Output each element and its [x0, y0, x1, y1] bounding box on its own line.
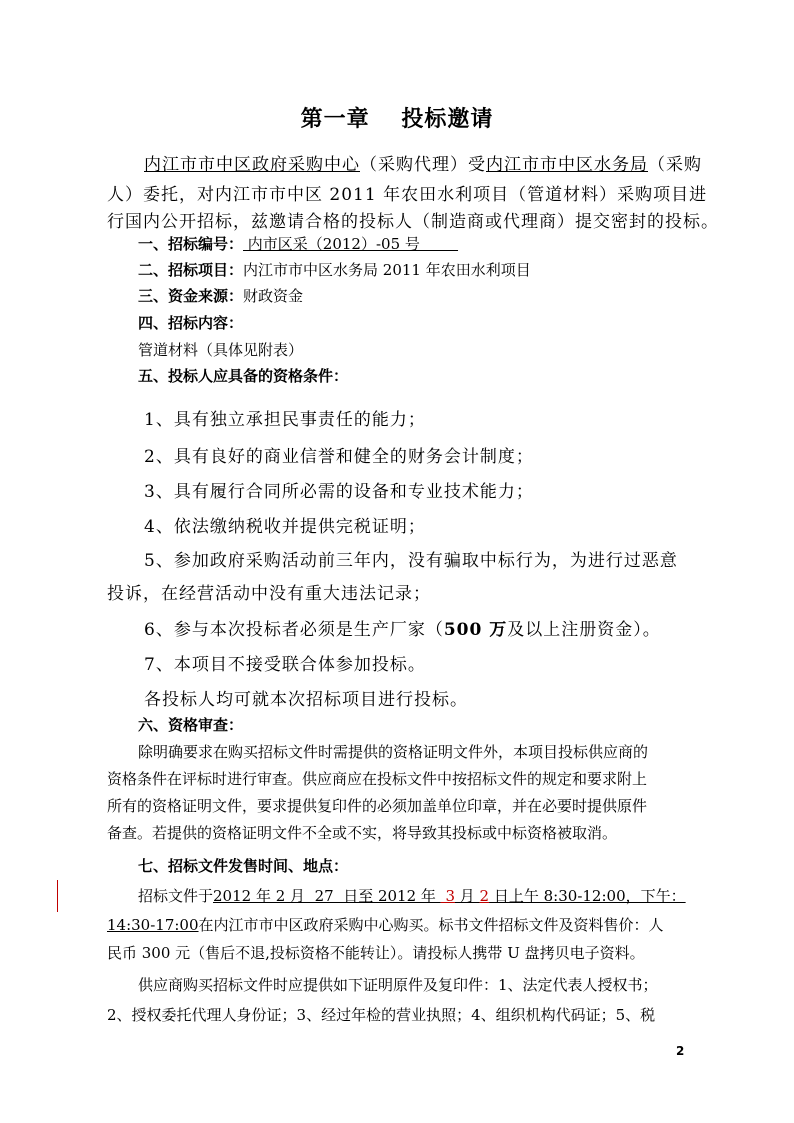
- item-tender-project: [138, 259, 531, 280]
- review-line-4: 备查。若提供的资格证明文件不全或不实，将导致其投标或中标资格被取消。: [107, 824, 618, 842]
- condition-2: 2、具有良好的商业信誉和健全的财务会计制度；: [144, 447, 534, 467]
- review-heading: 六、资格审查：: [138, 716, 244, 734]
- tender-content-value: 管道材料（具体见附表）: [138, 341, 304, 359]
- condition-5-line-1: 5、参加政府采购活动前三年内，没有骗取中标行为，为进行过恶意: [144, 551, 678, 571]
- sale-line-4: 供应商购买招标文件时应提供如下证明原件及复印件：1、法定代表人授权书；: [138, 976, 658, 994]
- intro-line-1: [144, 150, 702, 175]
- qualification-heading: 五、投标人应具备的资格条件：: [138, 367, 349, 385]
- condition-6-capital: 500 万: [443, 620, 508, 640]
- intro-line-3: 行国内公开招标，兹邀请合格的投标人（制造商或代理商）提交密封的投标。: [107, 212, 719, 232]
- funding-value: 财政资金: [243, 287, 304, 305]
- sale-heading: 七、招标文件发售时间、地点：: [138, 857, 349, 875]
- condition-6: [144, 615, 661, 640]
- sale-line-2: [107, 914, 664, 935]
- item-tender-number: [138, 233, 458, 254]
- condition-3: 3、具有履行合同所必需的设备和专业技术能力；: [144, 482, 534, 502]
- intro-line-2: 人）委托，对内江市市中区 2011 年农田水利项目（管道材料）采购项目进: [107, 185, 708, 205]
- tender-project-value: 内江市市中区水务局 2011 年农田水利项目: [243, 261, 531, 279]
- tender-number-value: 内市区采（2012）-05 号: [243, 235, 459, 253]
- condition-6-c: 及以上注册资金）。: [507, 620, 661, 640]
- sale-month-end: 3: [440, 887, 455, 905]
- condition-7: 7、本项目不接受联合体参加投标。: [144, 655, 426, 675]
- condition-4: 4、依法缴纳税收并提供完税证明；: [144, 517, 426, 537]
- sale-dates: 2012 年 2 月 27 日至 2012 年: [213, 887, 441, 905]
- condition-1: 1、具有独立承担民事责任的能力；: [144, 410, 426, 430]
- all-bidders-note: 各投标人均可就本次招标项目进行投标。: [144, 690, 468, 710]
- tender-content-label: 四、招标内容：: [138, 314, 244, 332]
- item-funding: [138, 285, 303, 306]
- sale-day-end: 2: [479, 887, 490, 905]
- review-line-1: 除明确要求在购买招标文件时需提供的资格证明文件外，本项目投标供应商的: [138, 743, 649, 761]
- intro-buyer-role: （采购: [648, 155, 702, 175]
- sale-afternoon-time: 14:30-17:00: [107, 916, 199, 934]
- tender-number-label: 一、招标编号：: [138, 235, 244, 253]
- condition-5-line-2: 投诉，在经营活动中没有重大违法记录；: [107, 584, 431, 604]
- page-number: 2: [676, 1044, 685, 1058]
- review-line-3: 所有的资格证明文件，要求提供复印件的必须加盖单位印章，并在必要时提供原件: [107, 797, 648, 815]
- sale-line-1: [138, 885, 686, 906]
- page-title: 第一章 投标邀请: [300, 106, 494, 132]
- revision-bar: [57, 880, 58, 912]
- sale-line-5: 2、授权委托代理人身份证；3、经过年检的营业执照；4、组织机构代码证；5、税: [107, 1006, 656, 1024]
- sale-line-2-b: 在内江市市中区政府采购中心购买。标书文件招标文件及资料售价：人: [198, 916, 664, 934]
- intro-buyer: 内江市市中区水务局: [486, 155, 648, 175]
- sale-month-label: 月: [455, 887, 480, 905]
- intro-agent-text: （采购代理）受: [360, 155, 486, 175]
- sale-line-1-a: 招标文件于: [138, 887, 214, 905]
- funding-label: 三、资金来源：: [138, 287, 244, 305]
- review-line-2: 资格条件在评标时进行审查。供应商应在投标文件中按招标文件的规定和要求附上: [107, 770, 648, 788]
- tender-project-label: 二、招标项目：: [138, 261, 244, 279]
- intro-org: 内江市市中区政府采购中心: [144, 155, 360, 175]
- condition-6-a: 6、参与本次投标者必须是生产厂家（: [144, 620, 444, 640]
- sale-line-3: 民币 300 元（售后不退,投标资格不能转让）。请投标人携带 U 盘拷贝电子资料。: [107, 944, 645, 962]
- sale-morning-time: 日上午 8:30-12:00，下午：: [489, 887, 686, 905]
